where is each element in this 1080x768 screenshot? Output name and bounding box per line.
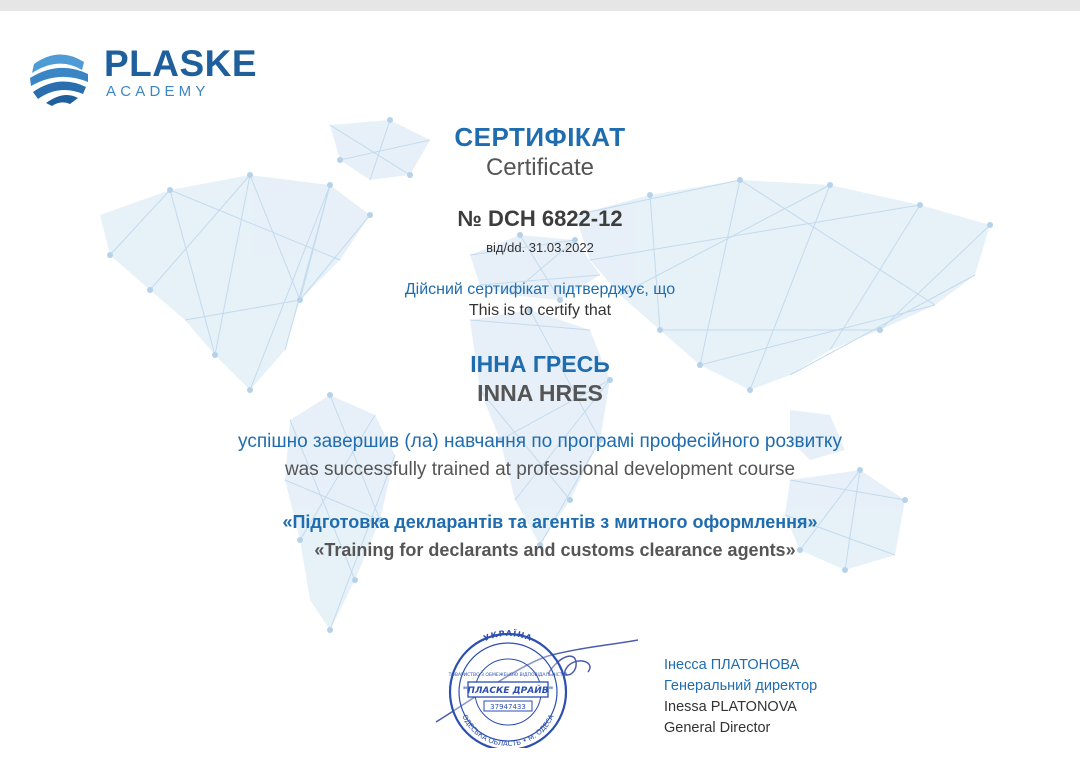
globe-logo-icon: [26, 42, 92, 108]
signer-position-ua: Генеральний директор: [664, 678, 818, 694]
plaske-academy-logo: [26, 40, 286, 110]
seal-org-text: ТОВАРИСТВО З ОБМЕЖЕНОЮ ВІДПОВІДАЛЬНІСТЮ: [448, 673, 568, 678]
certify-text-ua: Дійсний сертифікат підтверджує, що: [404, 281, 676, 298]
course-title-ua: «Підготовка декларантів та агентів з митного оформлення»: [282, 512, 818, 532]
brand-name: PLASKE: [104, 43, 258, 84]
seal-company-name: "ПЛАСКЕ ДРАЙВ": [462, 686, 554, 696]
seal-top-text: УКРАЇНА: [482, 628, 534, 644]
signer-name-en: Inessa PLATONOVA: [664, 699, 797, 715]
completion-text-ua: успішно завершив (ла) навчання по програмі професійного розвитку: [238, 431, 842, 452]
course-title-en: «Training for declarants and customs clearance agents»: [314, 540, 796, 560]
brand-subtitle: ACADEMY: [106, 83, 210, 100]
recipient-name-en: INNA HRES: [477, 380, 603, 406]
certify-text-en: This is to certify that: [468, 302, 612, 319]
certificate-title-en: Certificate: [485, 154, 595, 181]
completion-text-en: was successfully trained at professional development course: [284, 459, 796, 480]
signer-position-en: General Director: [664, 720, 771, 736]
recipient-name-ua: ІННА ГРЕСЬ: [470, 351, 610, 377]
certificate-number: № DCH 6822-12: [457, 206, 623, 231]
signer-name-ua: Інесса ПЛАТОНОВА: [664, 657, 800, 673]
seal-bottom-text: ОДЕСЬКА ОБЛАСТЬ • М. ОДЕСА: [460, 713, 556, 748]
company-seal-stamp: [428, 626, 648, 748]
certificate-date: від/dd. 31.03.2022: [486, 240, 594, 255]
signatory-block: [664, 655, 817, 739]
certificate-title-ua: СЕРТИФІКАТ: [454, 122, 626, 152]
seal-code: 37947433: [490, 703, 526, 711]
